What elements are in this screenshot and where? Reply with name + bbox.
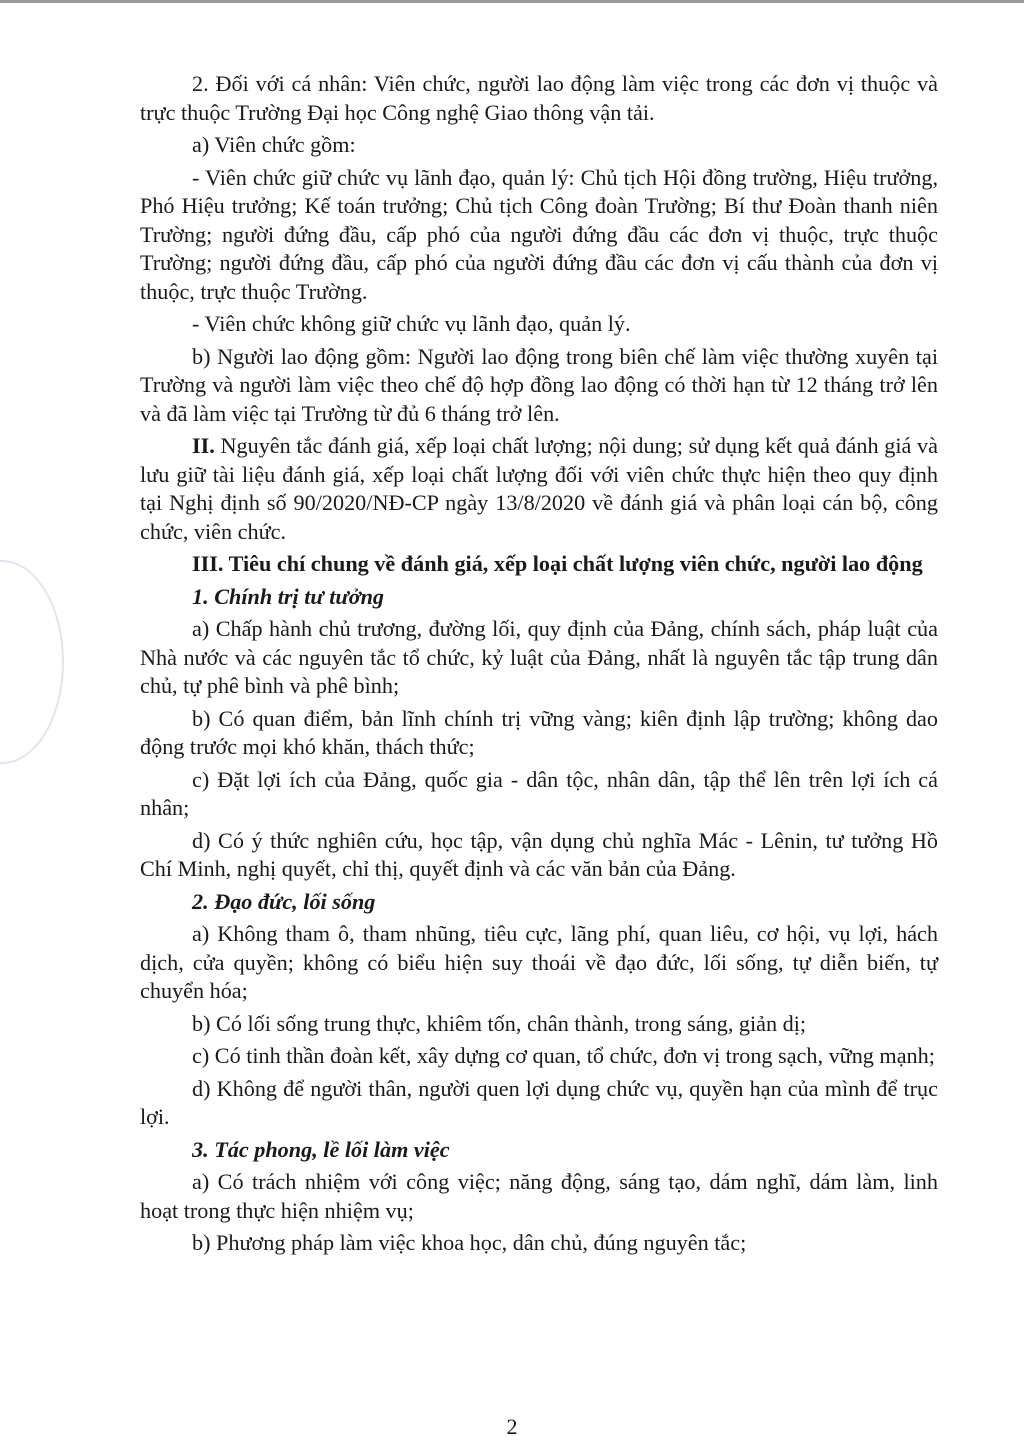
subsection-1-d: d) Có ý thức nghiên cứu, học tập, vận dụng chủ nghĩa Mác - Lênin, tư tưởng Hồ Chí Minh, nghị quyết, chỉ thị, quyết định và các văn bản của Đảng. [140,827,938,881]
section-II-text: Nguyên tắc đánh giá, xếp loại chất lượng; nội dung; sử dụng kết quả đánh giá và lưu giữ tài liệu đánh giá, xếp loại chất lượng đối với viên chức thực hiện theo quy định tại Nghị định số 90/2020/NĐ-CP ngày 13/8/2020 về đánh giá và phân loại cán bộ, công chức, viên chức. [140,433,938,544]
subsection-1-a: a) Chấp hành chủ trương, đường lối, quy định của Đảng, chính sách, pháp luật của Nhà nước và các nguyên tắc tổ chức, kỷ luật của Đảng, nhất là nguyên tắc tập trung dân chủ, tự phê bình và phê bình; [140,616,938,698]
stamp-edge-mark [0,560,64,764]
section-II-label: II. [192,433,215,458]
scan-top-border [0,0,1024,3]
subsection-2-a: a) Không tham ô, tham nhũng, tiêu cực, lãng phí, quan liêu, cơ hội, vụ lợi, hách dịch, cửa quyền; không có biểu hiện suy thoái về đạo đức, lối sống, tự diễn biến, tự chuyển hóa; [140,921,938,1003]
section-2-a-item-1: - Viên chức giữ chức vụ lãnh đạo, quản lý: Chủ tịch Hội đồng trường, Hiệu trưởng, Phó Hiệu trưởng; Kế toán trưởng; Chủ tịch Công đoàn Trường; Bí thư Đoàn thanh niên Trường; người đứng đầu, cấp phó của người đứng đầu các đơn vị thuộc, trực thuộc Trường; người đứng đầu, cấp phó của người đứng đầu các đơn vị cấu thành của đơn vị thuộc, trực thuộc Trường. [140,164,938,304]
section-2-a-item-2: - Viên chức không giữ chức vụ lãnh đạo, quản lý. [192,311,631,336]
section-II-paragraph [140,432,938,546]
subsection-2-b: b) Có lối sống trung thực, khiêm tốn, chân thành, trong sáng, giản dị; [192,1010,807,1036]
section-2-intro: 2. Đối với cá nhân: Viên chức, người lao động làm việc trong các đơn vị thuộc và trực thuộc Trường Đại học Công nghệ Giao thông vận tải. [140,71,938,125]
page-number: 2 [506,1414,518,1439]
subsection-2-d: d) Không để người thân, người quen lợi dụng chức vụ, quyền hạn của mình để trục lợi. [140,1075,938,1129]
subsection-1-title: 1. Chính trị tư tưởng [192,583,385,609]
section-2-a-title: a) Viên chức gồm: [192,132,356,157]
subsection-3-title: 3. Tác phong, lề lối làm việc [192,1136,450,1162]
subsection-1-b: b) Có quan điểm, bản lĩnh chính trị vững vàng; kiên định lập trường; không dao động trước mọi khó khăn, thách thức; [140,705,938,759]
subsection-3-a: a) Có trách nhiệm với công việc; năng động, sáng tạo, dám nghĩ, dám làm, linh hoạt trong thực hiện nhiệm vụ; [140,1169,938,1223]
subsection-2-c: c) Có tinh thần đoàn kết, xây dựng cơ quan, tổ chức, đơn vị trong sạch, vững mạnh; [192,1043,935,1068]
section-2-b: b) Người lao động gồm: Người lao động trong biên chế làm việc thường xuyên tại Trường và người làm việc theo chế độ hợp đồng lao động có thời hạn từ 12 tháng trở lên và đã làm việc tại Trường từ đủ 6 tháng trở lên. [140,343,938,426]
subsection-2-title: 2. Đạo đức, lối sống [192,888,376,914]
subsection-1-c: c) Đặt lợi ích của Đảng, quốc gia - dân tộc, nhân dân, tập thể lên trên lợi ích cá nhân; [140,766,938,820]
subsection-3-b: b) Phương pháp làm việc khoa học, dân chủ, đúng nguyên tắc; [192,1230,747,1255]
section-III-heading: III. Tiêu chí chung về đánh giá, xếp loại chất lượng viên chức, người lao động [192,551,923,576]
document-page [140,70,938,1258]
